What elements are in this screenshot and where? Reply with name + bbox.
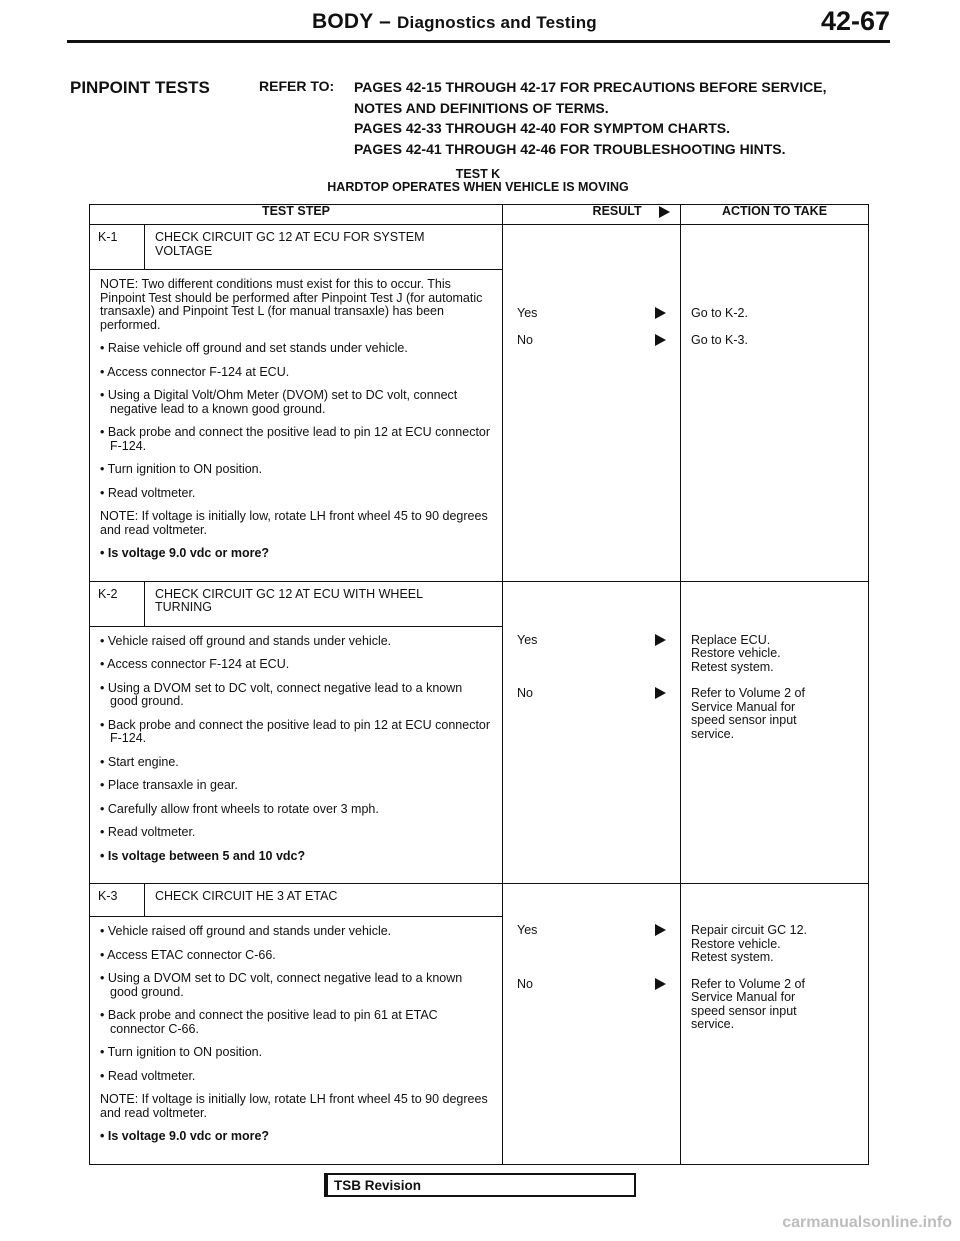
- refer-line: PAGES 42-15 THROUGH 42-17 FOR PRECAUTIONS BEFORE SERVICE,: [354, 79, 827, 95]
- step-bullet: • Access connector F-124 at ECU.: [100, 364, 290, 379]
- step-body: [90, 270, 502, 581]
- col-result-label: RESULT: [592, 204, 642, 218]
- step-heading: CHECK CIRCUIT HE 3 AT ETAC: [155, 889, 338, 903]
- page-title: [312, 10, 597, 34]
- pinpoint-title: PINPOINT TESTS: [70, 78, 210, 97]
- watermark: carmanualsonline.info: [782, 1214, 952, 1231]
- step-heading: CHECK CIRCUIT GC 12 AT ECU WITH WHEEL TURNING: [155, 586, 423, 614]
- step-cell: [90, 225, 503, 582]
- result-cell: [503, 225, 681, 582]
- arrow-right-icon: [655, 634, 666, 646]
- table-header-row: [90, 205, 869, 225]
- title-sub: Diagnostics and Testing: [397, 13, 597, 32]
- step-bullet: • Raise vehicle off ground and set stands under vehicle.: [100, 341, 408, 355]
- step-bullet: • Using a DVOM set to DC volt, connect negative lead to a known good ground.: [100, 971, 463, 999]
- step-note-2: NOTE: If voltage is initially low, rotate LH front wheel 45 to 90 degrees and read voltmeter.: [100, 1092, 488, 1120]
- title-main: BODY: [312, 10, 374, 33]
- arrow-right-icon: [655, 334, 666, 346]
- action-line: Go to K-3.: [691, 332, 748, 347]
- step-body: [90, 627, 502, 884]
- action-line: service.: [691, 1017, 735, 1031]
- table-row: [90, 884, 869, 1165]
- arrow-right-icon: [655, 687, 666, 699]
- step-bullet: • Vehicle raised off ground and stands under vehicle.: [100, 924, 392, 938]
- step-question: • Is voltage between 5 and 10 vdc?: [100, 848, 306, 863]
- header-rule: [67, 40, 890, 43]
- step-bullet: • Turn ignition to ON position.: [100, 1045, 263, 1059]
- arrow-right-icon: [655, 924, 666, 936]
- result-cell: [503, 884, 681, 1165]
- step-header: [90, 225, 502, 270]
- refer-line: PAGES 42-33 THROUGH 42-40 FOR SYMPTOM CHARTS.: [354, 120, 730, 136]
- action-line: Restore vehicle.: [691, 646, 781, 660]
- action-cell: [681, 225, 869, 582]
- action-line: Repair circuit GC 12.: [691, 923, 808, 937]
- step-bullet: • Read voltmeter.: [100, 485, 196, 500]
- action-line: Refer to Volume 2 of: [691, 976, 805, 991]
- col-test-step: TEST STEP: [90, 205, 503, 225]
- step-bullet: • Read voltmeter.: [100, 1068, 196, 1083]
- step-bullet: • Start engine.: [100, 754, 179, 769]
- step-bullets: [100, 342, 492, 500]
- refer-lines: [354, 77, 894, 159]
- step-note: NOTE: Two different conditions must exist for this to occur. This Pinpoint Test should be performed after Pinpoint Test J (for automatic transaxle) and Pinpoint Test L (for manual transaxle) has been performed.: [100, 277, 483, 332]
- step-bullet: • Back probe and connect the positive lead to pin 12 at ECU connector F-124.: [100, 717, 491, 745]
- refer-label: REFER TO:: [259, 78, 335, 94]
- step-header: [90, 884, 502, 917]
- step-header: [90, 582, 502, 627]
- action-line: Restore vehicle.: [691, 936, 781, 951]
- action-line: Retest system.: [691, 950, 774, 964]
- result-yes: Yes: [503, 924, 680, 938]
- action-cell: [681, 581, 869, 884]
- arrow-right-icon: [655, 307, 666, 319]
- step-heading: CHECK CIRCUIT GC 12 AT ECU FOR SYSTEM VOLTAGE: [155, 230, 425, 258]
- action-line: Service Manual for: [691, 699, 796, 714]
- step-body: [90, 917, 502, 1164]
- diagnostic-table: [89, 204, 869, 1165]
- col-action: ACTION TO TAKE: [681, 205, 869, 225]
- step-id: K-2: [90, 582, 145, 626]
- tsb-revision-box: TSB Revision: [324, 1173, 636, 1197]
- action-line: Replace ECU.: [691, 632, 771, 647]
- step-question: • Is voltage 9.0 vdc or more?: [100, 546, 270, 560]
- test-heading: [90, 168, 866, 194]
- step-bullets: [100, 635, 492, 840]
- result-no: No: [503, 978, 680, 992]
- step-bullet: • Carefully allow front wheels to rotate over 3 mph.: [100, 801, 379, 816]
- title-dash: –: [373, 10, 398, 33]
- step-bullets: [100, 925, 492, 1083]
- test-title: HARDTOP OPERATES WHEN VEHICLE IS MOVING: [327, 180, 629, 194]
- result-yes: Yes: [503, 634, 680, 648]
- arrow-right-icon: [655, 978, 666, 990]
- result-no: No: [503, 334, 680, 348]
- step-note-2: NOTE: If voltage is initially low, rotate LH front wheel 45 to 90 degrees and read voltmeter.: [100, 509, 488, 537]
- step-bullet: • Back probe and connect the positive lead to pin 12 at ECU connector F-124.: [100, 425, 491, 453]
- step-bullet: • Back probe and connect the positive lead to pin 61 at ETAC connector C-66.: [100, 1008, 438, 1036]
- arrow-right-icon: [659, 206, 670, 218]
- step-bullet: • Access connector F-124 at ECU.: [100, 657, 290, 671]
- action-line: Refer to Volume 2 of: [691, 686, 805, 700]
- step-bullet: • Using a Digital Volt/Ohm Meter (DVOM) set to DC volt, connect negative lead to a known good ground.: [100, 388, 458, 416]
- action-line: Go to K-2.: [691, 306, 748, 320]
- action-line: Retest system.: [691, 659, 774, 674]
- step-bullet: • Turn ignition to ON position.: [100, 462, 263, 476]
- step-id: K-1: [90, 225, 145, 269]
- test-label: TEST K: [455, 167, 501, 181]
- step-bullet: • Vehicle raised off ground and stands under vehicle.: [100, 633, 392, 648]
- col-result: [503, 205, 681, 225]
- action-line: speed sensor input: [691, 713, 797, 727]
- action-cell: [681, 884, 869, 1165]
- table-row: [90, 581, 869, 884]
- action-line: Service Manual for: [691, 990, 796, 1004]
- action-line: speed sensor input: [691, 1003, 797, 1018]
- result-yes: Yes: [503, 307, 680, 321]
- step-cell: [90, 581, 503, 884]
- refer-line: PAGES 42-41 THROUGH 42-46 FOR TROUBLESHOOTING HINTS.: [354, 140, 786, 157]
- step-question: • Is voltage 9.0 vdc or more?: [100, 1129, 270, 1143]
- step-bullet: • Read voltmeter.: [100, 825, 196, 839]
- step-bullet: • Access ETAC connector C-66.: [100, 947, 276, 962]
- result-no: No: [503, 687, 680, 701]
- step-bullet: • Using a DVOM set to DC volt, connect negative lead to a known good ground.: [100, 680, 463, 708]
- step-bullet: • Place transaxle in gear.: [100, 778, 238, 792]
- result-cell: [503, 581, 681, 884]
- step-cell: [90, 884, 503, 1165]
- page-number: 42-67: [820, 6, 890, 36]
- table-row: [90, 225, 869, 582]
- step-id: K-3: [90, 884, 145, 916]
- refer-line: NOTES AND DEFINITIONS OF TERMS.: [354, 99, 609, 116]
- action-line: service.: [691, 726, 735, 741]
